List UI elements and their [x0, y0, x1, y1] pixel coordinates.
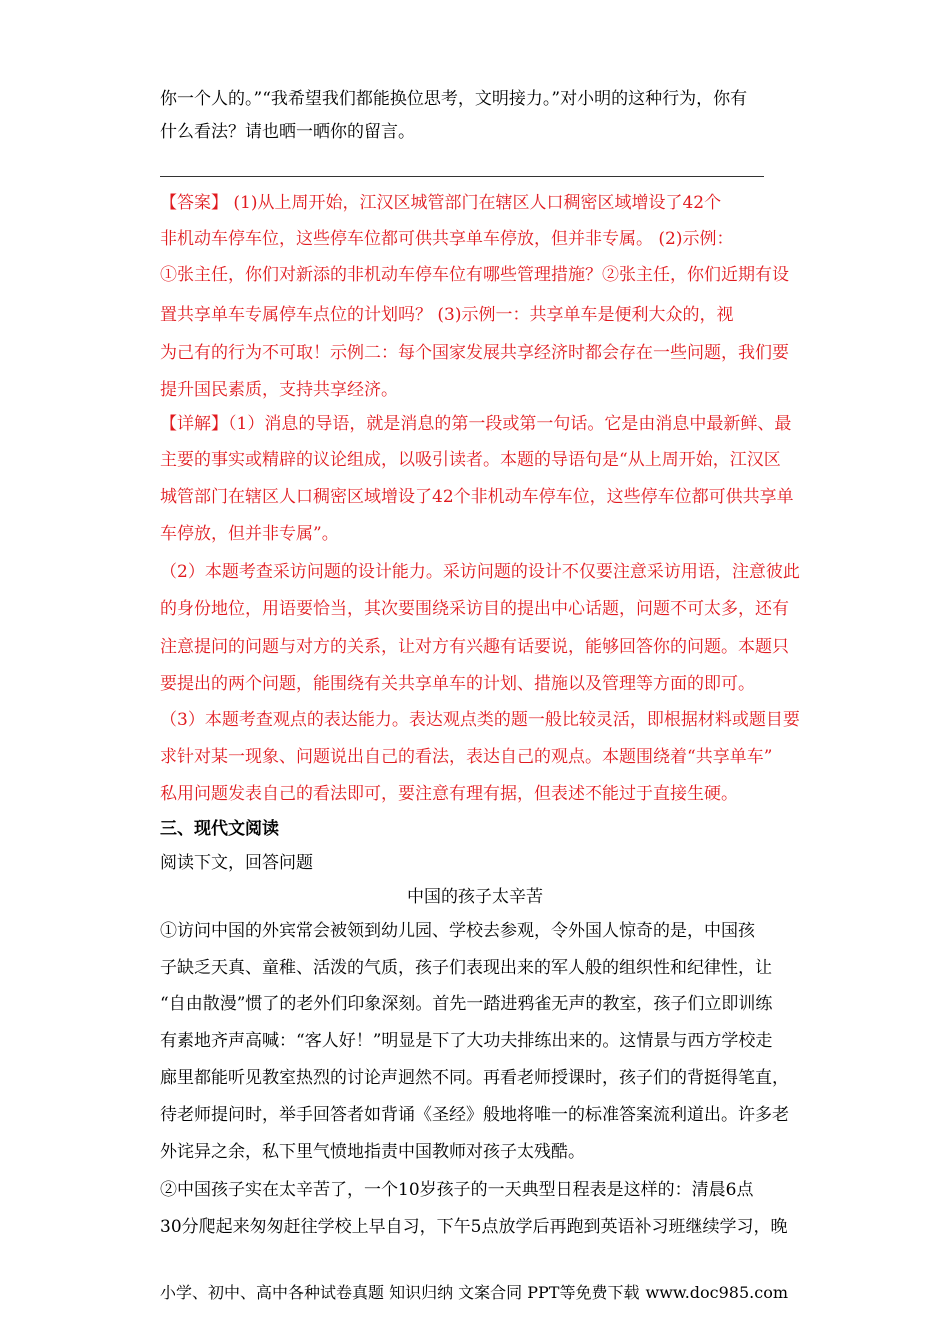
detail-line: 【详解】（1）消息的导语，就是消息的第一段或第一句话。它是由消息中最新鲜、最: [160, 414, 792, 434]
answer-line: 提升国民素质，支持共享经济。: [160, 380, 398, 400]
detail-line: （2）本题考查采访问题的设计能力。采访问题的设计不仅要注意采访用语，注意彼此: [160, 562, 800, 582]
detail-line: 车停放，但并非专属”。: [160, 524, 339, 544]
footer-link[interactable]: www.doc985.com: [645, 1283, 788, 1302]
answer-line: ①张主任，你们对新添的非机动车停车位有哪些管理措施？②张主任，你们近期有设: [160, 265, 789, 285]
article-line: “自由散漫”惯了的老外们印象深刻。首先一踏进鸦雀无声的教室，孩子们立即训练: [160, 994, 773, 1014]
article-line: 廊里都能听见教室热烈的讨论声迥然不同。再看老师授课时，孩子们的背挺得笔直，: [160, 1068, 789, 1088]
detail-line: 的身份地位，用语要恰当，其次要围绕采访目的提出中心话题，问题不可太多，还有: [160, 599, 789, 619]
intro-line: 你一个人的。”“我希望我们都能换位思考，文明接力。”对小明的这种行为，你有: [160, 89, 748, 109]
article-line: 外诧异之余，私下里气愤地指责中国教师对孩子太残酷。: [160, 1142, 585, 1162]
answer-line: 置共享单车专属停车点位的计划吗？ (3)示例一：共享单车是便利大众的，视: [160, 305, 734, 325]
reading-instruction: 阅读下文，回答问题: [160, 853, 313, 873]
article-line: ①访问中国的外宾常会被领到幼儿园、学校去参观，令外国人惊奇的是，中国孩: [160, 921, 755, 941]
detail-line: 要提出的两个问题，能围绕有关共享单车的计划、措施以及管理等方面的即可。: [160, 674, 755, 694]
section-heading: 三、现代文阅读: [160, 819, 279, 839]
answer-line: 为己有的行为不可取！示例二：每个国家发展共享经济时都会存在一些问题，我们要: [160, 343, 789, 363]
answer-blank-line: [160, 176, 764, 177]
article-line: 待老师提问时，举手回答者如背诵《圣经》般地将唯一的标准答案流利道出。许多老: [160, 1105, 789, 1125]
answer-line: 【答案】 (1)从上周开始，江汉区城管部门在辖区人口稠密区域增设了42个: [160, 193, 722, 213]
detail-line: 私用问题发表自己的看法即可，要注意有理有据，但表述不能过于直接生硬。: [160, 784, 738, 804]
page-footer: [160, 1282, 800, 1304]
detail-line: 注意提问的问题与对方的关系，让对方有兴趣有话要说，能够回答你的问题。本题只: [160, 637, 789, 657]
detail-line: 求针对某一现象、问题说出自己的看法，表达自己的观点。本题围绕着“共享单车”: [160, 747, 773, 767]
answer-line: 非机动车停车位，这些停车位都可供共享单车停放，但并非专属。 (2)示例：: [160, 229, 734, 249]
detail-line: 城管部门在辖区人口稠密区域增设了42个非机动车停车位，这些停车位都可供共享单: [160, 487, 794, 507]
article-title: 中国的孩子太辛苦: [407, 887, 543, 907]
article-line: 子缺乏天真、童稚、活泼的气质，孩子们表现出来的军人般的组织性和纪律性，让: [160, 958, 772, 978]
intro-line: 什么看法？请也晒一晒你的留言。: [160, 122, 415, 142]
detail-line: （3）本题考查观点的表达能力。表达观点类的题一般比较灵活，即根据材料或题目要: [160, 710, 800, 730]
footer-text: 小学、初中、高中各种试卷真题 知识归纳 文案合同 PPT等免费下载: [160, 1283, 640, 1302]
article-line: 30分爬起来匆匆赶往学校上早自习，下午5点放学后再跑到英语补习班继续学习，晚: [160, 1217, 788, 1237]
article-line: ②中国孩子实在太辛苦了，一个10岁孩子的一天典型日程表是这样的：清晨6点: [160, 1180, 754, 1200]
detail-line: 主要的事实或精辟的议论组成，以吸引读者。本题的导语句是“从上周开始，江汉区: [160, 450, 781, 470]
article-line: 有素地齐声高喊：“客人好！”明显是下了大功夫排练出来的。这情景与西方学校走: [160, 1031, 773, 1051]
